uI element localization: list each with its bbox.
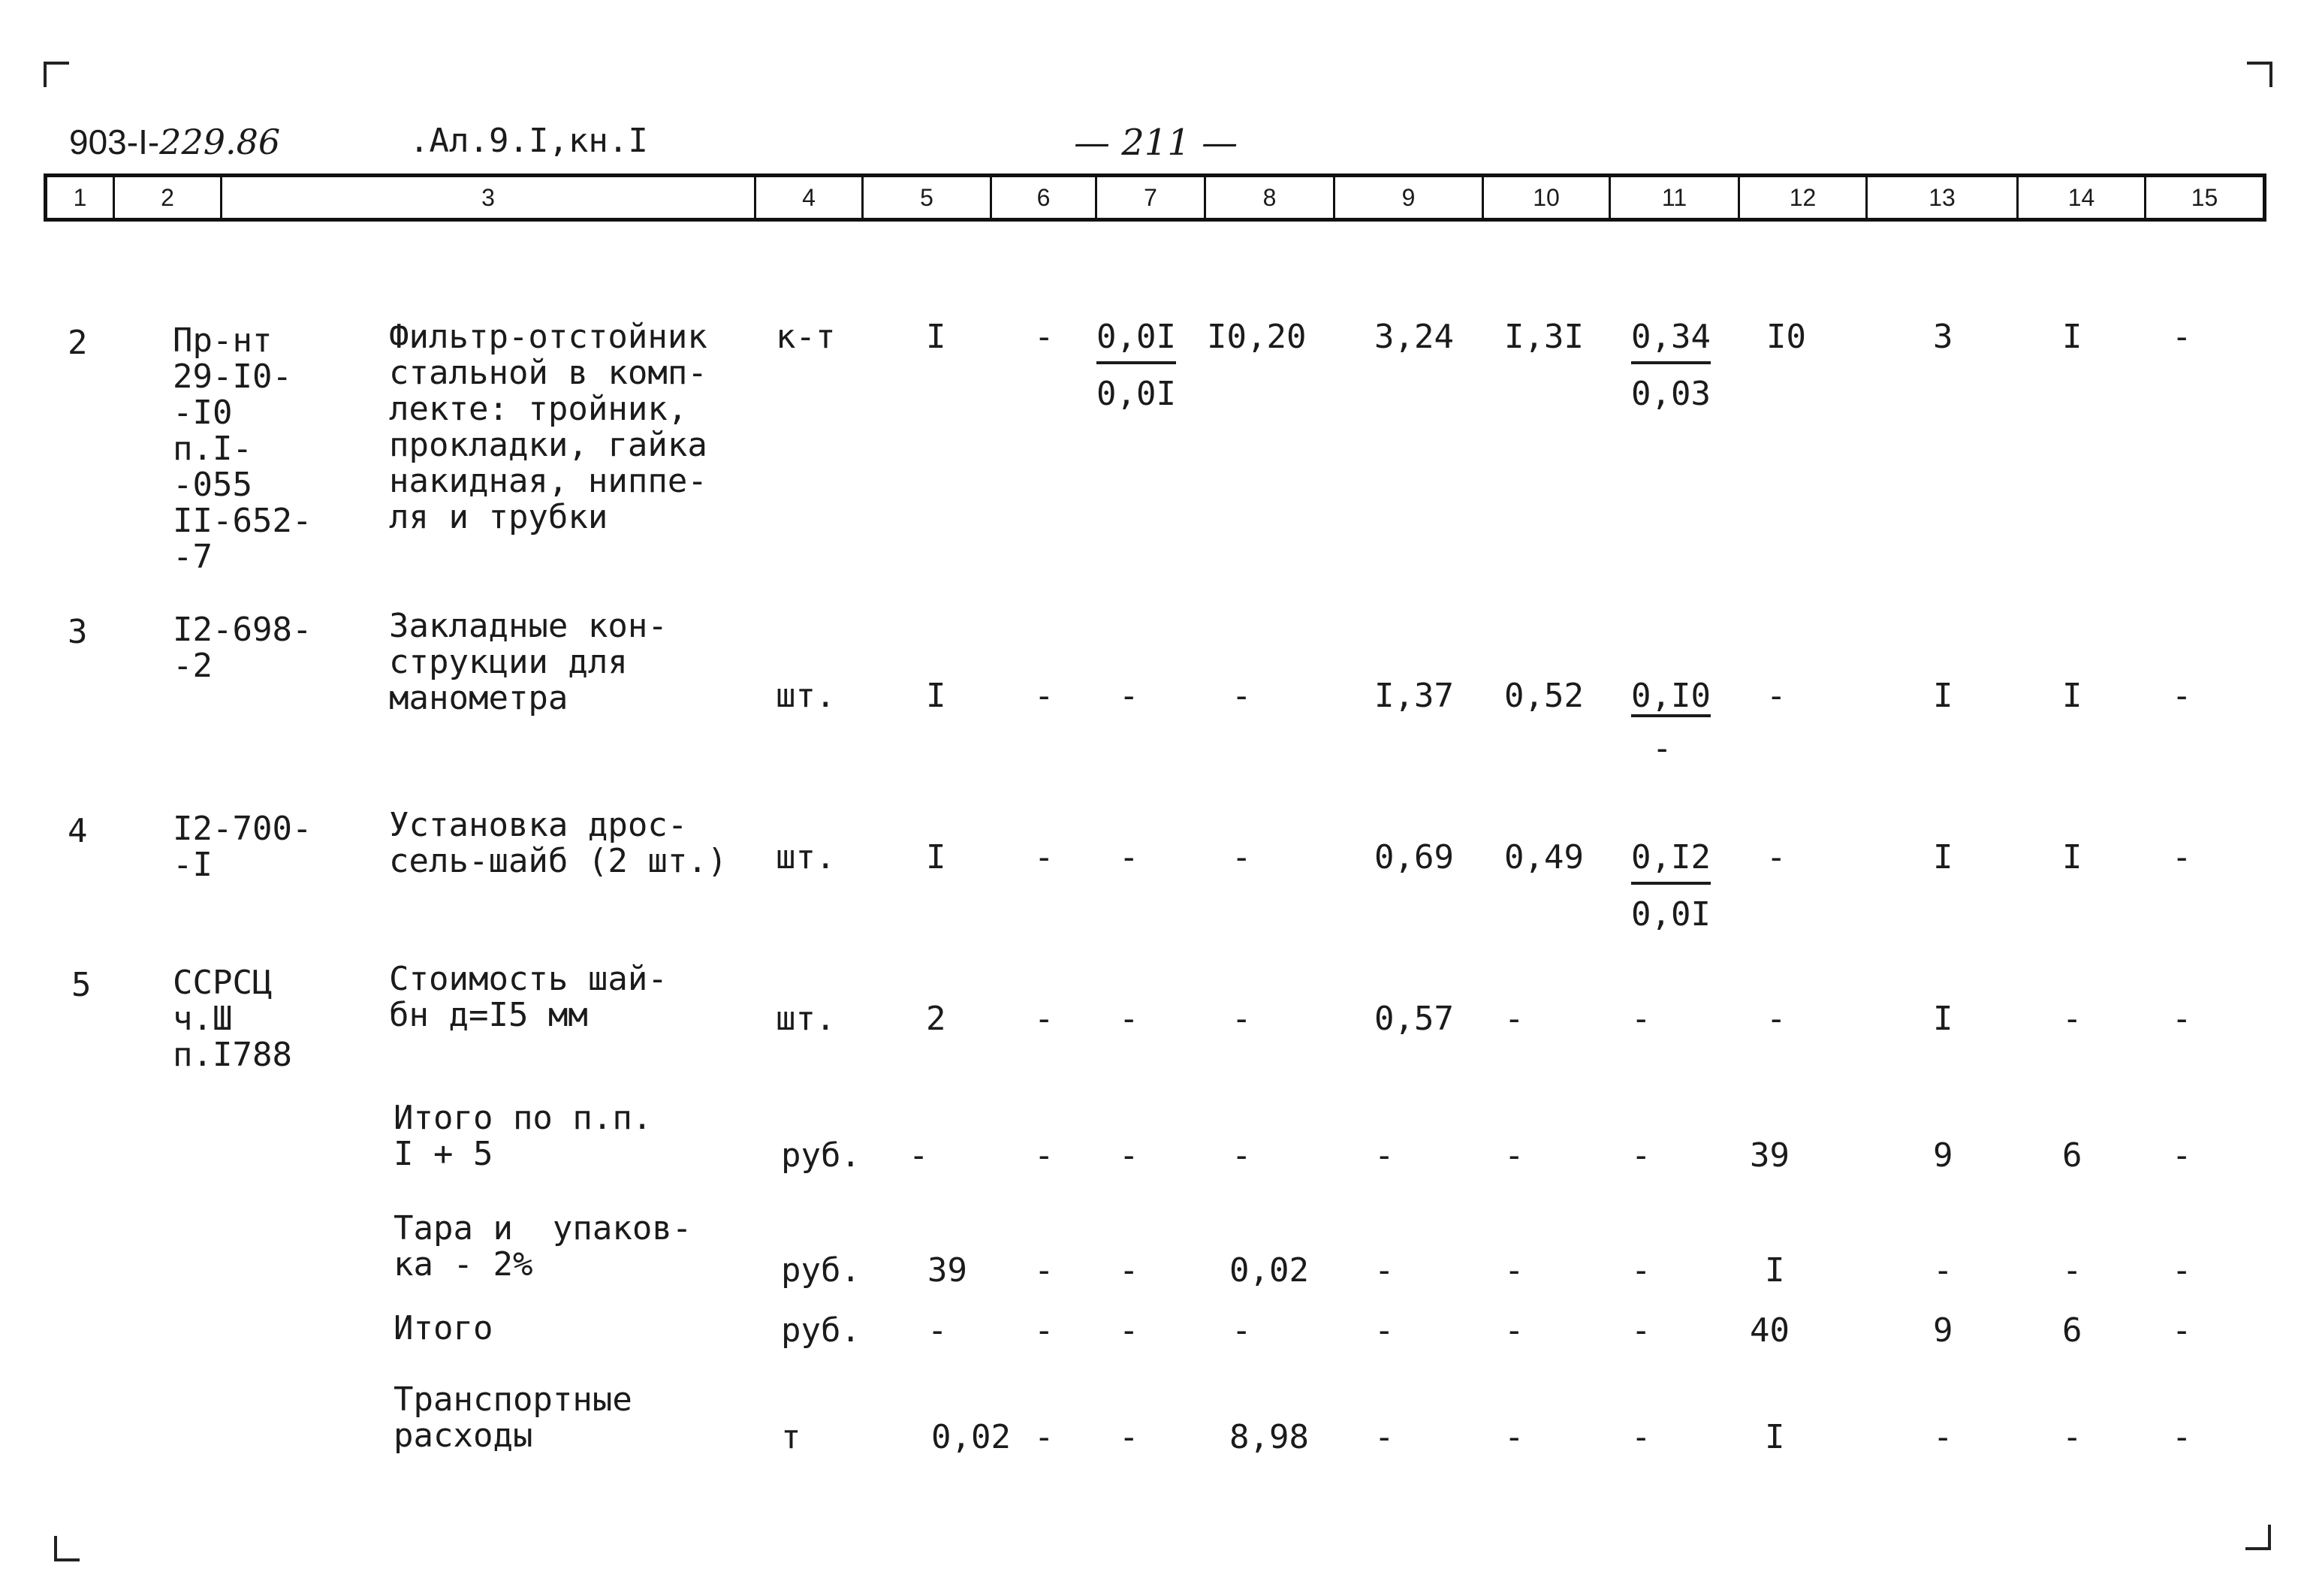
col-5-value: I xyxy=(926,677,946,715)
col-5-value: 2 xyxy=(926,1000,946,1038)
col-7-value: - xyxy=(1119,838,1139,876)
col-13-value: I xyxy=(1933,677,1953,715)
unit: руб. xyxy=(781,1251,861,1290)
col-13-value: 3 xyxy=(1933,318,1953,356)
col-8-value: - xyxy=(1232,1000,1252,1038)
unit: шт. xyxy=(776,677,836,715)
col-14-value: I xyxy=(2062,677,2082,715)
col-9-value: I,37 xyxy=(1374,677,1454,715)
col-13-value: - xyxy=(1933,1251,1953,1290)
col-10-value: I,3I xyxy=(1504,318,1584,356)
col-12-value: I0 xyxy=(1766,318,1806,356)
corner-mark-top-left xyxy=(44,62,69,87)
col-6-value: - xyxy=(1034,318,1054,356)
col-5-value: - xyxy=(927,1311,948,1350)
col-6-value: - xyxy=(1034,1311,1054,1350)
col-6-value: - xyxy=(1034,1418,1054,1456)
col-11-numerator: 0,34 xyxy=(1631,318,1711,356)
col-11-denominator: 0,0I xyxy=(1631,882,1711,931)
col-11-fraction xyxy=(1631,838,1711,934)
col-7-value: - xyxy=(1119,1418,1139,1456)
col-11-fraction xyxy=(1631,318,1711,413)
col-8-value: 8,98 xyxy=(1229,1418,1309,1456)
col-10-value: - xyxy=(1504,1311,1524,1350)
row-number: 3 xyxy=(68,613,88,651)
corner-mark-top-right xyxy=(2247,62,2272,87)
col-15-value: - xyxy=(2172,318,2192,356)
col-14-value: - xyxy=(2062,1251,2082,1290)
col-12-value: I xyxy=(1765,1418,1785,1456)
col-7-numerator: 0,0I xyxy=(1096,318,1176,356)
col-7-fraction xyxy=(1096,318,1176,413)
column-number-4: 4 xyxy=(756,177,864,218)
column-number-6: 6 xyxy=(992,177,1097,218)
col-7-denominator: 0,0I xyxy=(1096,361,1176,411)
corner-mark-bottom-left xyxy=(54,1536,80,1561)
summary-name: Итого xyxy=(394,1309,493,1347)
row-number: 4 xyxy=(68,812,88,850)
col-10-value: - xyxy=(1504,1418,1524,1456)
document-code-handwritten: 229.86 xyxy=(159,122,281,162)
unit: шт. xyxy=(776,1000,836,1038)
col-11-value: - xyxy=(1631,1311,1651,1350)
col-12-value: - xyxy=(1766,838,1787,876)
col-9-value: - xyxy=(1374,1251,1395,1290)
column-number-15: 15 xyxy=(2191,183,2218,211)
norm-code: ССРСЦ ч.Ш п.I788 xyxy=(173,964,292,1074)
col-13-value: I xyxy=(1933,1000,1953,1038)
col-15-value: - xyxy=(2172,838,2192,876)
col-5-value: I xyxy=(926,318,946,356)
col-14-value: - xyxy=(2062,1000,2082,1038)
norm-code: I2-700- -I xyxy=(173,810,312,884)
col-15-value: - xyxy=(2172,1136,2192,1175)
col-12-value: I xyxy=(1765,1251,1785,1290)
unit: руб. xyxy=(781,1136,861,1175)
col-11-numerator: 0,I0 xyxy=(1631,677,1711,715)
col-10-value: 0,49 xyxy=(1504,838,1584,876)
col-5-value: - xyxy=(909,1136,929,1175)
norm-code: I2-698- -2 xyxy=(173,611,312,685)
col-8-value: - xyxy=(1232,838,1252,876)
col-14-value: - xyxy=(2062,1418,2082,1456)
col-11-denominator: 0,03 xyxy=(1631,361,1711,411)
column-number-row xyxy=(44,173,2266,222)
column-number-2: 2 xyxy=(115,177,222,218)
summary-name: Тара и упаков- ка - 2% xyxy=(394,1209,692,1284)
corner-mark-bottom-right xyxy=(2245,1525,2271,1550)
col-11-value: - xyxy=(1631,1000,1651,1038)
unit: к-т xyxy=(776,318,836,356)
col-11-denominator: - xyxy=(1652,729,1672,768)
col-5-value: I xyxy=(926,838,946,876)
item-name: Стоимость шай- бн д=I5 мм xyxy=(389,960,668,1034)
item-name: Фильтр-отстойник стальной в комп- лекте: тройник, прокладки, гайка накидная, ниппе- ля и трубки xyxy=(389,318,707,536)
document-code xyxy=(69,122,280,162)
col-14-value: I xyxy=(2062,838,2082,876)
col-8-value: I0,20 xyxy=(1207,318,1307,356)
item-name: Установка дрос- сель-шайб (2 шт.) xyxy=(389,806,728,880)
col-13-value: 9 xyxy=(1933,1311,1953,1350)
row-number: 5 xyxy=(71,966,92,1004)
col-9-value: 0,69 xyxy=(1374,838,1454,876)
col-6-value: - xyxy=(1034,1251,1054,1290)
col-8-value: - xyxy=(1232,1311,1252,1350)
album-reference: .Ал.9.I,кн.I xyxy=(409,122,648,160)
column-number-9: 9 xyxy=(1335,177,1484,218)
column-number-14: 14 xyxy=(2019,177,2146,218)
col-11-value: - xyxy=(1631,1136,1651,1175)
col-7-value: - xyxy=(1119,1136,1139,1175)
col-12-value: 39 xyxy=(1750,1136,1790,1175)
col-10-value: - xyxy=(1504,1000,1524,1038)
unit: шт. xyxy=(776,838,836,876)
col-9-value: - xyxy=(1374,1418,1395,1456)
col-13-value: 9 xyxy=(1933,1136,1953,1175)
col-14-value: 6 xyxy=(2062,1136,2082,1175)
col-9-value: 3,24 xyxy=(1374,318,1454,356)
col-12-value: 40 xyxy=(1750,1311,1790,1350)
col-10-value: 0,52 xyxy=(1504,677,1584,715)
col-15-value: - xyxy=(2172,1311,2192,1350)
col-7-value: - xyxy=(1119,1251,1139,1290)
summary-name: Транспортные расходы xyxy=(394,1380,632,1455)
col-5-value: 39 xyxy=(927,1251,967,1290)
col-10-value: - xyxy=(1504,1136,1524,1175)
col-12-value: - xyxy=(1766,1000,1787,1038)
column-number-12: 12 xyxy=(1740,177,1868,218)
summary-name: Итого по п.п. I + 5 xyxy=(394,1099,653,1173)
col-14-value: I xyxy=(2062,318,2082,356)
col-15-value: - xyxy=(2172,1000,2192,1038)
col-9-value: 0,57 xyxy=(1374,1000,1454,1038)
norm-code: Пр-нт 29-I0- -I0 п.I- -055 II-652- -7 xyxy=(173,321,312,576)
col-12-value: - xyxy=(1766,677,1787,715)
col-8-value: 0,02 xyxy=(1229,1251,1309,1290)
col-6-value: - xyxy=(1034,677,1054,715)
unit: руб. xyxy=(781,1311,861,1350)
column-number-8: 8 xyxy=(1206,177,1335,218)
col-7-value: - xyxy=(1119,1000,1139,1038)
col-15-value: - xyxy=(2172,677,2192,715)
col-15-value: - xyxy=(2172,1251,2192,1290)
column-number-3: 3 xyxy=(222,177,756,218)
column-number-5: 5 xyxy=(864,177,992,218)
column-number-1: 1 xyxy=(47,177,115,218)
col-7-value: - xyxy=(1119,677,1139,715)
page-number: — 211 — xyxy=(1074,122,1238,164)
col-7-value: - xyxy=(1119,1311,1139,1350)
column-number-10: 10 xyxy=(1484,177,1611,218)
col-8-value: - xyxy=(1232,677,1252,715)
col-13-value: I xyxy=(1933,838,1953,876)
col-10-value: - xyxy=(1504,1251,1524,1290)
col-8-value: - xyxy=(1232,1136,1252,1175)
col-9-value: - xyxy=(1374,1136,1395,1175)
col-6-value: - xyxy=(1034,1136,1054,1175)
row-number: 2 xyxy=(68,324,88,362)
col-13-value: - xyxy=(1933,1418,1953,1456)
col-9-value: - xyxy=(1374,1311,1395,1350)
col-15-value: - xyxy=(2172,1418,2192,1456)
col-6-value: - xyxy=(1034,838,1054,876)
col-14-value: 6 xyxy=(2062,1311,2082,1350)
column-number-13: 13 xyxy=(1868,177,2019,218)
unit: т xyxy=(781,1418,801,1456)
document-code-prefix: 903-I- xyxy=(69,122,160,161)
item-name: Закладные кон- струкции для манометра xyxy=(389,607,668,717)
col-5-value: 0,02 xyxy=(931,1418,1011,1456)
column-number-11: 11 xyxy=(1611,177,1740,218)
col-11-value: - xyxy=(1631,1418,1651,1456)
col-6-value: - xyxy=(1034,1000,1054,1038)
col-11-numerator: 0,I2 xyxy=(1631,838,1711,876)
column-number-7: 7 xyxy=(1097,177,1206,218)
col-11-value: - xyxy=(1631,1251,1651,1290)
